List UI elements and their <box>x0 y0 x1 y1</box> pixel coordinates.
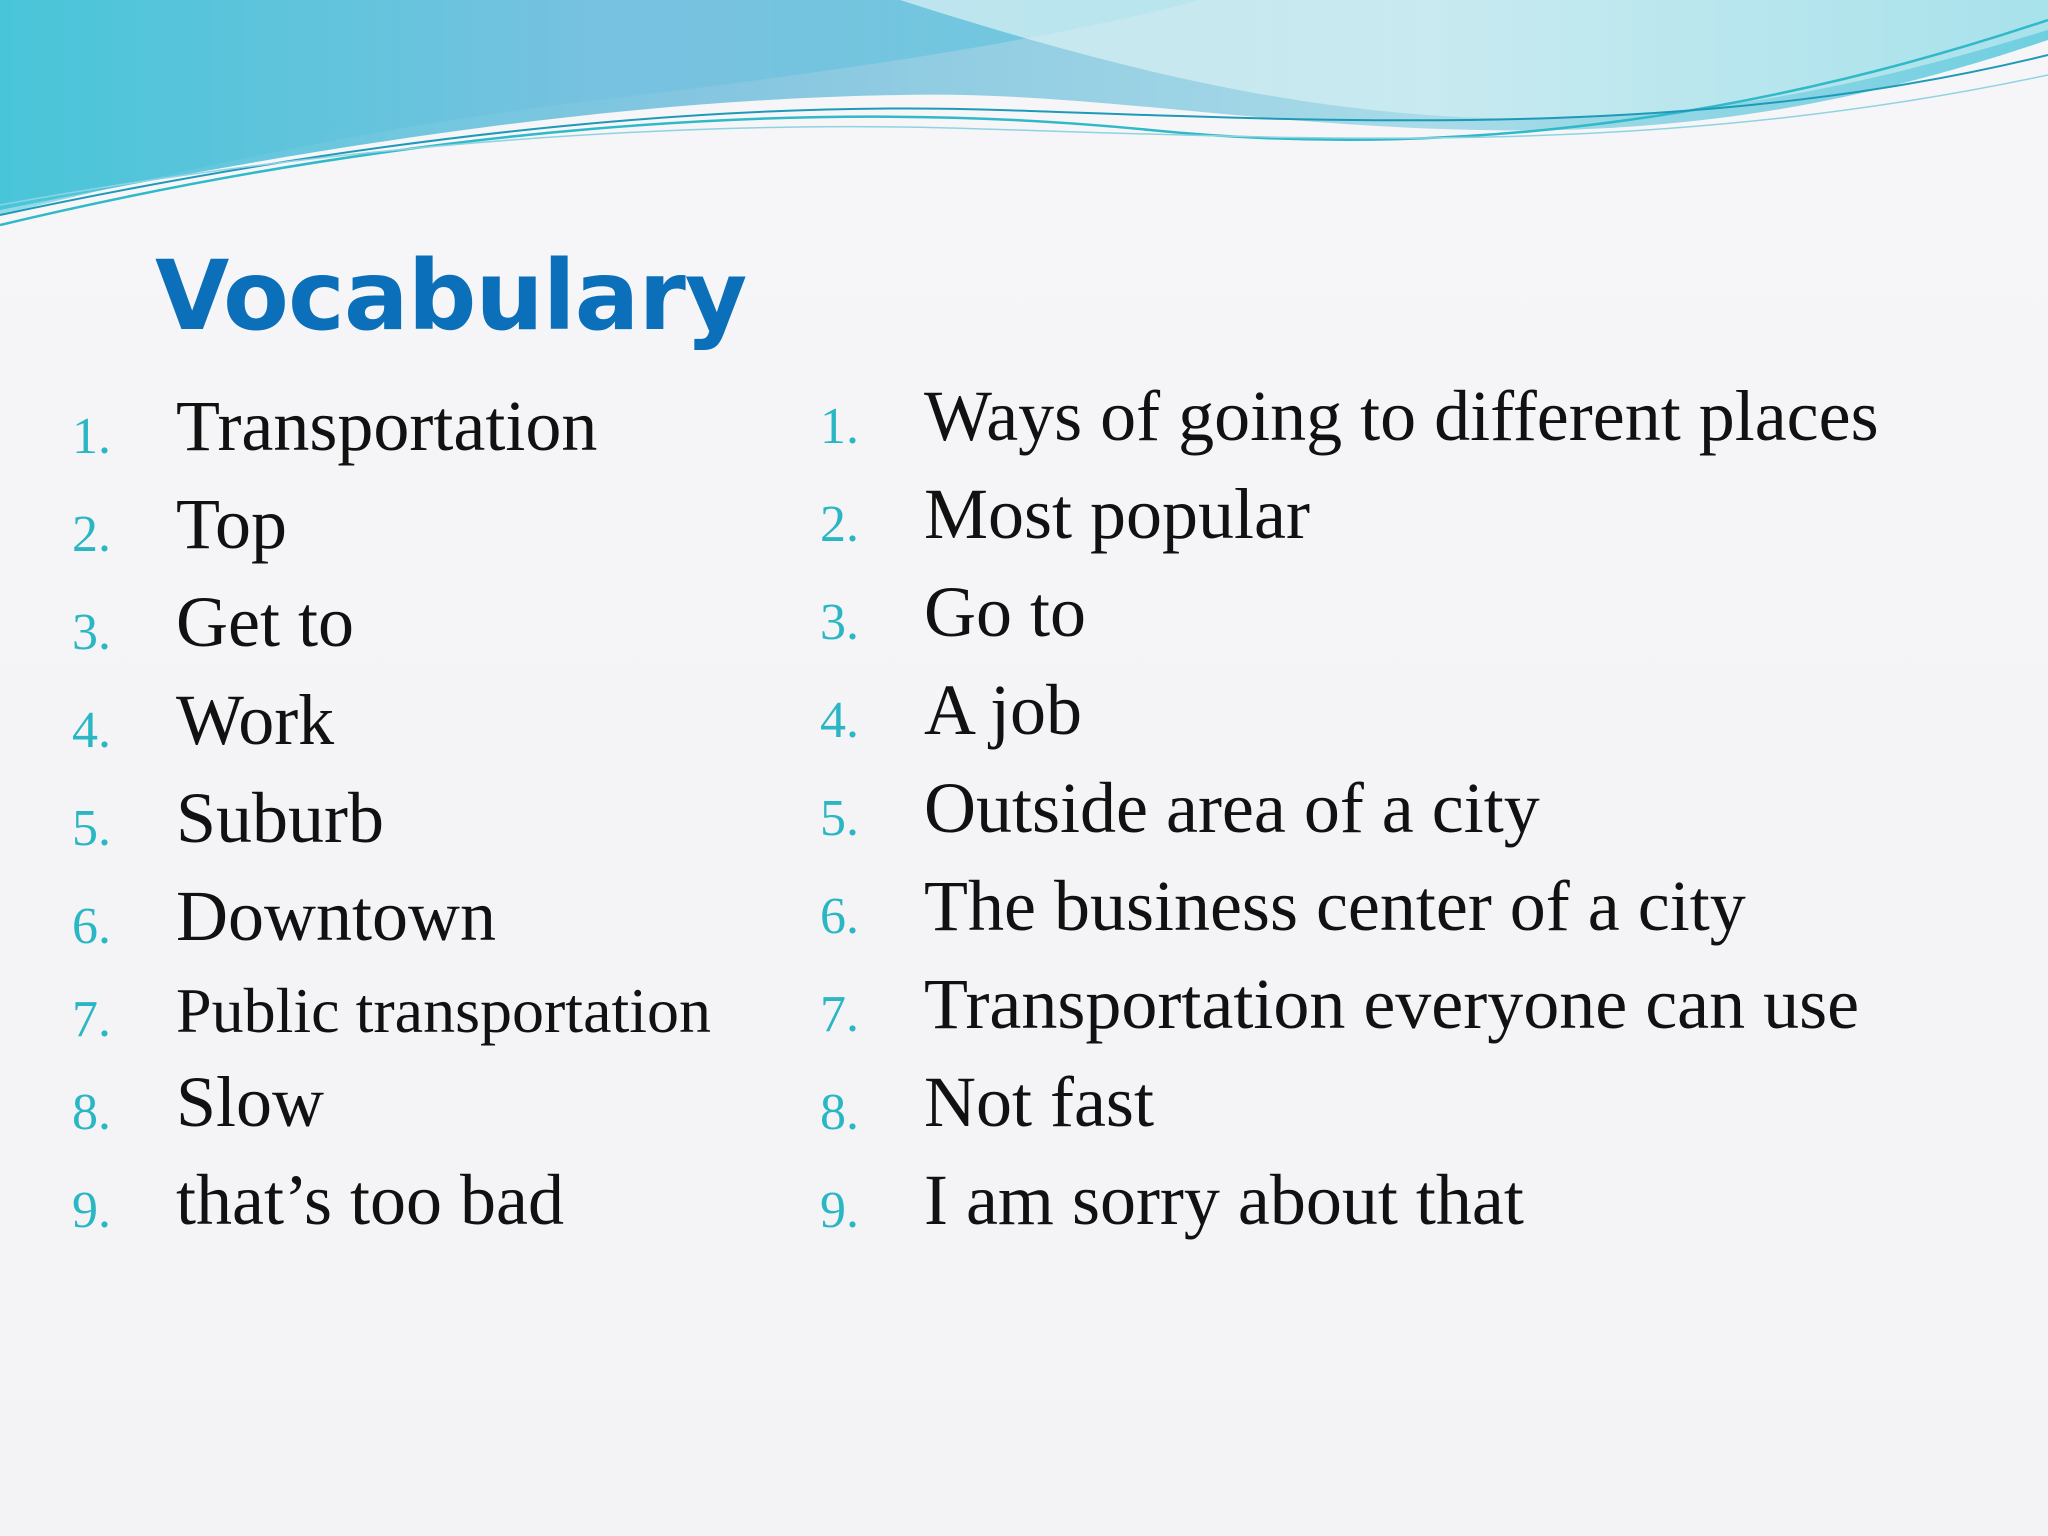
list-number: 2. <box>72 506 111 563</box>
list-number: 9. <box>72 1182 111 1239</box>
list-number: 3. <box>72 604 111 661</box>
list-number: 5. <box>72 800 111 857</box>
list-number: 1. <box>820 398 859 455</box>
term-text: Get to <box>176 582 354 662</box>
term-text: Transportation <box>176 386 598 466</box>
list-number: 5. <box>820 790 859 847</box>
term-text: Public transportation <box>176 975 712 1046</box>
definition-text: Transportation everyone can use <box>924 964 1860 1044</box>
list-number: 6. <box>820 888 859 945</box>
term-text: Downtown <box>176 876 496 956</box>
slide-title: Vocabulary <box>155 240 747 352</box>
definition-text: Go to <box>924 572 1086 652</box>
list-number: 9. <box>820 1182 859 1239</box>
term-text: Slow <box>176 1062 325 1142</box>
list-number: 2. <box>820 496 859 553</box>
list-number: 8. <box>820 1084 859 1141</box>
definition-text: I am sorry about that <box>924 1160 1524 1240</box>
definition-text: A job <box>924 670 1083 750</box>
term-text: Top <box>176 484 287 564</box>
list-number: 7. <box>72 991 111 1048</box>
list-number: 8. <box>72 1084 111 1141</box>
list-number: 4. <box>820 692 859 749</box>
term-text: Work <box>176 680 335 760</box>
definition-text: The business center of a city <box>924 866 1746 946</box>
definition-text: Most popular <box>924 474 1310 554</box>
definitions-list <box>820 375 2000 1255</box>
decorative-wave-header <box>0 0 2048 260</box>
definition-text: Outside area of a city <box>924 768 1540 848</box>
term-text: that’s too bad <box>176 1160 564 1240</box>
terms-list <box>72 385 772 1265</box>
list-number: 7. <box>820 986 859 1043</box>
list-number: 3. <box>820 594 859 651</box>
list-number: 4. <box>72 702 111 759</box>
list-number: 1. <box>72 408 111 465</box>
list-number: 6. <box>72 898 111 955</box>
definition-text: Ways of going to different places <box>924 376 1879 456</box>
term-text: Suburb <box>176 778 385 858</box>
definition-text: Not fast <box>924 1062 1154 1142</box>
